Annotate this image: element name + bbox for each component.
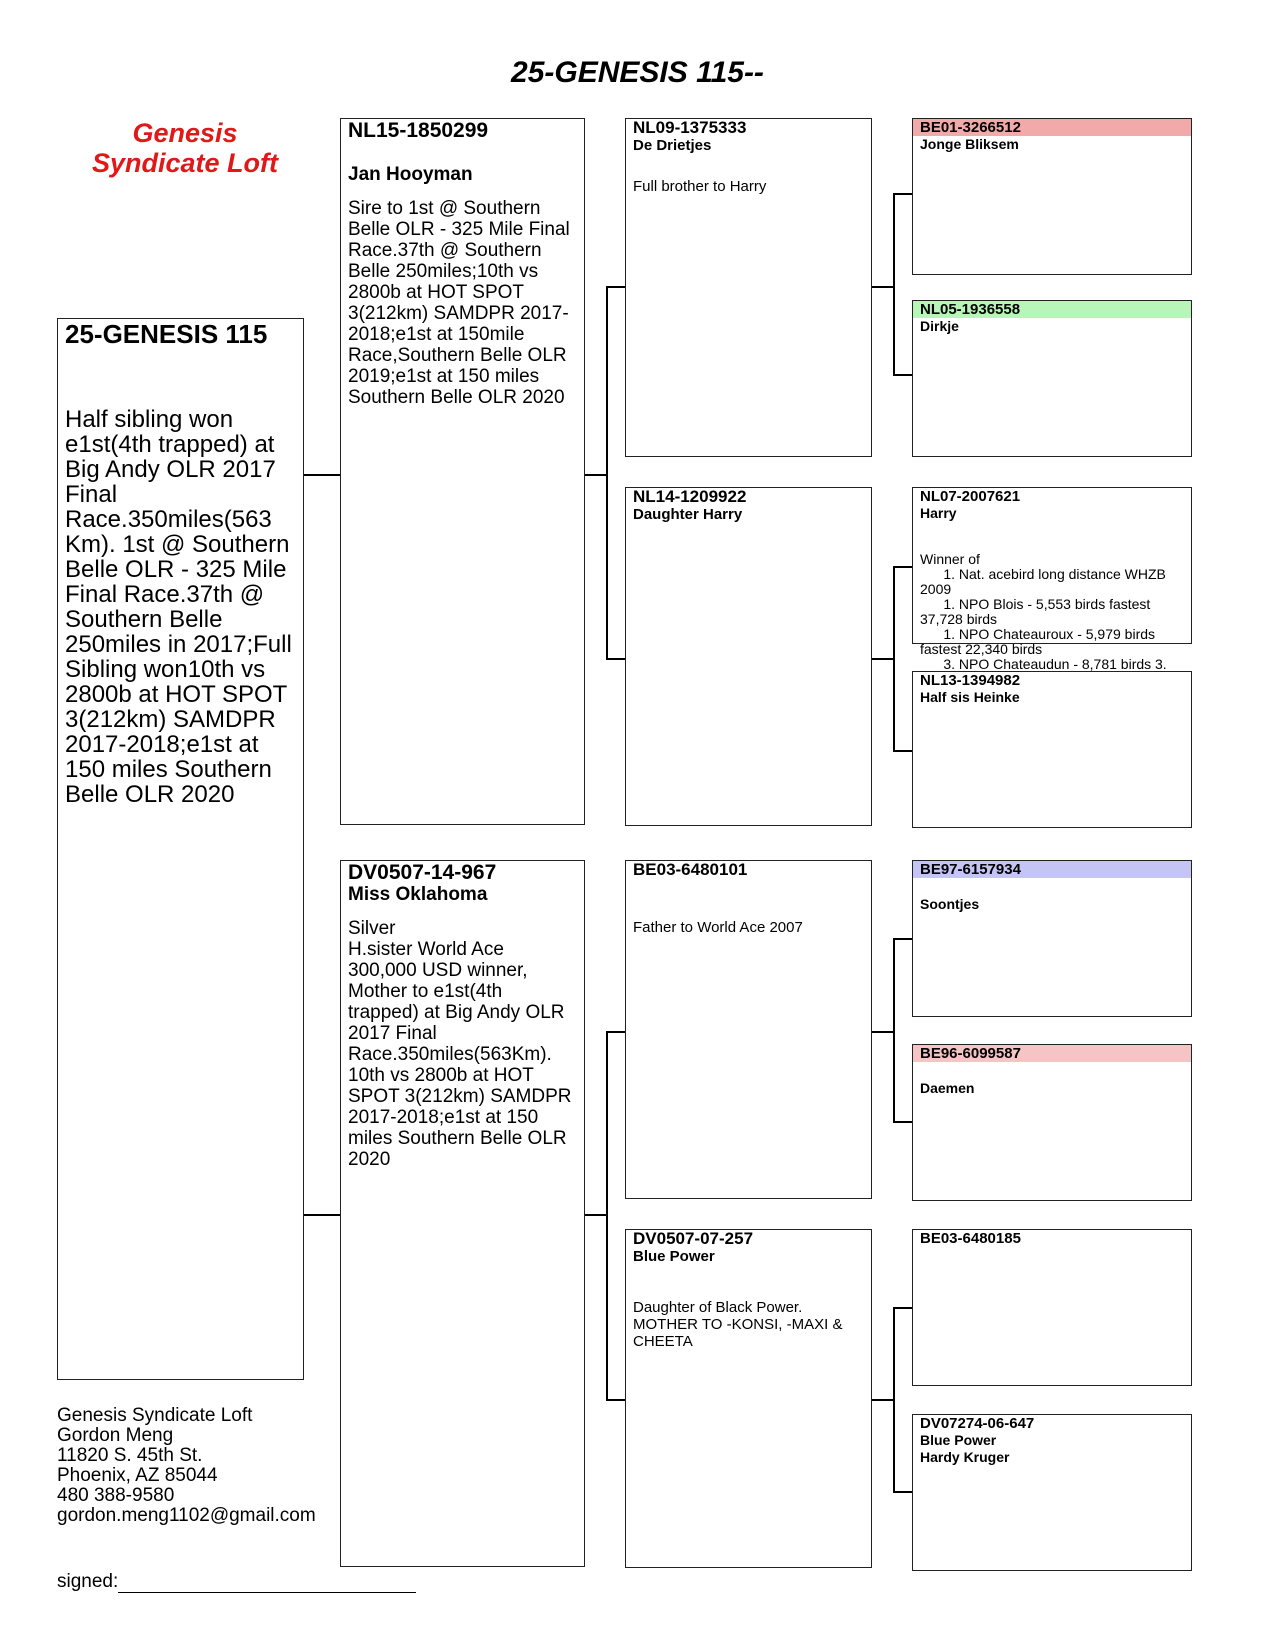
grandparent-box [625,487,872,826]
great-grandparent-name: Daemen [920,1080,975,1096]
great-grandparent-box [912,300,1192,457]
connector-line [304,474,340,476]
grandparent-box [625,1229,872,1568]
loft-name [70,118,300,178]
connector-line [893,374,912,376]
pedigree-title: 25-GENESIS 115-- [511,56,764,89]
great-grandparent-box [912,1229,1192,1386]
subject-notes: Half sibling won e1st(4th trapped) at Big Andy OLR 2017 Final Race.350miles(563 Km). 1st @ Southern Belle OLR - 325 Mile Final Race.37th @ Southern Belle 250miles in 2017;Full Sibling won10th vs 2800b at HOT SPOT 3(212km) SAMDPR 2017-2018;e1st at 150 miles Southern Belle OLR 2020 [65,406,292,808]
connector-line [872,1031,894,1033]
connector-line [872,1399,894,1401]
connector-line [606,1031,625,1033]
great-grandparent-box [912,1414,1192,1571]
grandparent-box [625,860,872,1199]
great-grandparent-box [912,1044,1192,1201]
great-grandparent-name: Jonge Bliksem [920,136,1019,152]
great-grandparent-ring: BE01-3266512 [913,119,1191,136]
connector-line [606,286,608,660]
subject-box [57,318,304,1380]
connector-line [893,1491,912,1493]
connector-line [893,1307,912,1309]
grandparent-notes: Full brother to Harry [633,178,767,195]
contact-block [57,1406,316,1526]
connector-line [893,566,912,568]
great-grandparent-ring: DV07274-06-647 [920,1415,1035,1432]
sire-ring: NL15-1850299 [348,119,489,142]
great-grandparent-name: Soontjes [920,896,980,912]
contact-address2: Phoenix, AZ 85044 [57,1465,218,1486]
connector-line [893,938,895,1123]
dam-name: Miss Oklahoma [348,884,488,905]
connector-line [893,1307,895,1493]
connector-line [872,658,894,660]
great-grandparent-ring: BE96-6099587 [913,1045,1191,1062]
connector-line [606,1031,608,1401]
great-grandparent-ring: NL13-1394982 [913,672,1191,689]
connector-line [893,750,912,752]
grandparent-ring: NL14-1209922 [633,487,747,506]
loft-name-line2: Syndicate Loft [91,148,279,178]
great-grandparent-name: Half sis Heinke [920,689,1020,705]
great-grandparent-ring: NL07-2007621 [920,488,1021,505]
loft-name-line1: Genesis [132,118,238,148]
grandparent-box [625,118,872,457]
contact-email[interactable]: gordon.meng1102@gmail.com [57,1505,316,1526]
connector-line [893,193,895,376]
great-grandparent-ring: NL05-1936558 [913,301,1191,318]
contact-address1: 11820 S. 45th St. [57,1445,203,1466]
grandparent-name: Blue Power [633,1248,715,1265]
connector-line [893,938,912,940]
great-grandparent-name: Blue Power [920,1432,997,1448]
great-grandparent-box [912,860,1192,1017]
great-grandparent-notes: Winner of 1. Nat. acebird long distance WHZB 2009 1. NPO Blois - 5,553 birds fastest 37,728 birds 1. NPO Chateauroux - 5,979 birds fastest 22,340 birds 3. NPO Chateaudun - 8,781 birds 3. [920,551,1167,672]
connector-line [585,474,607,476]
grandparent-notes: Father to World Ace 2007 [633,919,803,936]
connector-line [872,286,894,288]
connector-line [893,1121,912,1123]
grandparent-ring: NL09-1375333 [633,118,747,137]
grandparent-name: Daughter Harry [633,506,743,523]
signature-line[interactable] [118,1574,416,1593]
connector-line [893,193,912,195]
connector-line [304,1214,340,1216]
great-grandparent-name: Harry [920,505,957,521]
connector-line [585,1214,607,1216]
contact-org: Genesis Syndicate Loft [57,1405,253,1426]
connector-line [606,658,625,660]
connector-line [606,286,625,288]
grandparent-notes: Daughter of Black Power. MOTHER TO -KONSI, -MAXI & CHEETA [633,1299,843,1350]
great-grandparent-box [912,671,1192,828]
signature-label: signed: [57,1571,119,1592]
great-grandparent-ring: BE97-6157934 [913,861,1191,878]
great-grandparent-box [912,118,1192,275]
grandparent-ring: DV0507-07-257 [633,1229,754,1248]
great-grandparent-ring: BE03-6480185 [920,1230,1021,1247]
dam-ring: DV0507-14-967 [348,861,497,884]
contact-phone: 480 388-9580 [57,1485,175,1506]
sire-box [340,118,585,825]
dam-color: Silver [348,918,396,939]
connector-line [893,566,895,752]
sire-notes: Sire to 1st @ Southern Belle OLR - 325 Mile Final Race.37th @ Southern Belle 250miles;10th vs 2800b at HOT SPOT 3(212km) SAMDPR 2017-2018;e1st at 150mile Race,Southern Belle OLR 2019;e1st at 150 miles Southern Belle OLR 2020 [348,198,570,408]
grandparent-ring: BE03-6480101 [633,860,748,879]
dam-box [340,860,585,1567]
great-grandparent-name-2: Hardy Kruger [920,1449,1010,1465]
grandparent-name: De Drietjes [633,137,712,154]
connector-line [606,1399,625,1401]
subject-ring: 25-GENESIS 115 [65,319,268,349]
signature-field [57,1571,416,1593]
sire-name: Jan Hooyman [348,164,473,185]
dam-notes: H.sister World Ace 300,000 USD winner, Mother to e1st(4th trapped) at Big Andy OLR 2017 Final Race.350miles(563Km). 10th vs 2800b at HOT SPOT 3(212km) SAMDPR 2017-2018;e1st at 150 miles Southern Belle OLR 2020 [348,939,572,1170]
great-grandparent-box [912,487,1192,672]
contact-person: Gordon Meng [57,1425,174,1446]
great-grandparent-name: Dirkje [920,318,959,334]
